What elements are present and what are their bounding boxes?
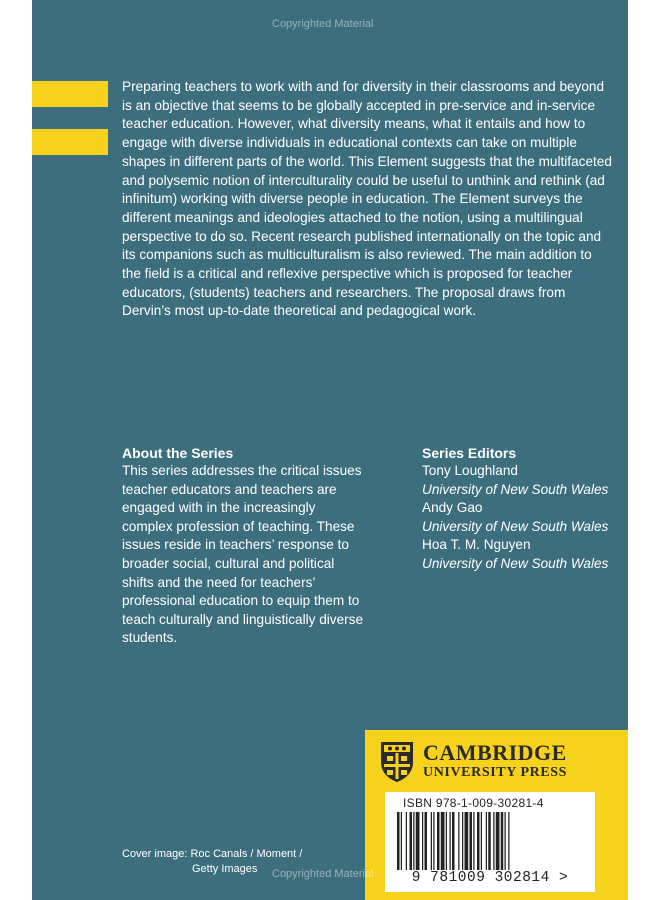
- barcode-stripe: [481, 812, 482, 870]
- barcode-stripe: [441, 812, 445, 870]
- barcode-stripe: [450, 812, 451, 870]
- credit-line-1: Cover image: Roc Canals / Moment /: [122, 848, 303, 860]
- cambridge-crest-icon: [379, 740, 415, 784]
- barcode-stripe: [493, 812, 494, 870]
- editor-name: Hoa T. M. Nguyen: [422, 537, 531, 553]
- barcode-stripe: [425, 812, 428, 870]
- barcode-stripe: [462, 812, 463, 870]
- editor-name: Tony Loughland: [422, 463, 518, 478]
- barcode-stripe: [406, 812, 407, 870]
- barcode-stripe: [431, 812, 432, 870]
- editor-affiliation: University of New South Wales: [422, 481, 609, 497]
- barcode-stripe: [508, 812, 509, 870]
- editor-affiliation: University of New South Wales: [422, 518, 609, 534]
- watermark-top: Copyrighted Material: [272, 18, 374, 30]
- about-the-series: [122, 444, 367, 648]
- barcode-stripe: [477, 812, 480, 870]
- about-title: About the Series: [122, 445, 234, 461]
- barcode-stripe: [470, 812, 473, 870]
- publisher-subtitle: UNIVERSITY PRESS: [423, 765, 568, 780]
- barcode-stripe: [397, 812, 400, 870]
- back-cover: [32, 0, 628, 900]
- editor-name: Andy Gao: [422, 500, 483, 516]
- editors-title: Series Editors: [422, 445, 517, 461]
- barcode-stripe: [410, 812, 413, 870]
- publisher-block: [365, 730, 628, 900]
- series-editors: [422, 444, 622, 574]
- barcode-stripe: [413, 812, 414, 870]
- barcode-stripe: [505, 812, 506, 870]
- isbn-label: ISBN 978-1-009-30281-4: [403, 796, 544, 810]
- editor-affiliation: University of New South Wales: [422, 555, 609, 571]
- barcode-stripe: [501, 812, 504, 870]
- decorative-yellow-bar: [32, 81, 108, 107]
- publisher-name: CAMBRIDGE: [423, 740, 567, 765]
- barcode-stripe: [486, 812, 487, 870]
- watermark-bottom: Copyrighted Material: [272, 868, 374, 880]
- publisher-logo: [379, 740, 567, 784]
- barcode-stripe: [496, 812, 500, 870]
- book-blurb: Preparing teachers to work with and for diversity in their classrooms and beyond is an objective that seems to be globally accepted in pre-service and in-service teacher education. However, what diversity means, what it entails and how to engage with diverse individuals in educational contexts can take on multiple shapes in different parts of the world. This Element suggests that the multifaceted and polysemic notion of interculturality could be useful to unthink and rethink (ad infinitum) working with diverse people in education. The Element surveys the different meanings and ideologies attached to the notion, using a multilingual perspective to do so. Recent research published internationally on the topic and its companions such as multiculturalism is also reviewed. The main addition to the field is a critical and reflexive perspective which is proposed for teacher educators, (students) teachers and researchers. The proposal draws from Dervin’s most up-to-date theoretical and pedagogical work.: [122, 79, 612, 319]
- barcode-stripe: [458, 812, 459, 870]
- isbn-barcode: [385, 792, 595, 892]
- about-text: This series addresses the critical issues teacher educators and teachers are engaged with in the increasingly complex profession of teaching. These issues reside in teachers’ response to broader social, cultural and political shifts and the need for teachers’ professional education to equip them to teach culturally and linguistically diverse students.: [122, 463, 364, 646]
- barcode-stripe: [401, 812, 402, 870]
- barcode-stripe: [452, 812, 455, 870]
- barcode-digits: 9 781009 302814 >: [411, 870, 569, 886]
- barcode-stripe: [437, 812, 440, 870]
- barcode-stripe: [488, 812, 491, 870]
- credit-line-2: Getty Images: [192, 863, 258, 875]
- barcode-stripe: [433, 812, 434, 870]
- barcode-icon: [397, 812, 583, 870]
- barcode-stripe: [465, 812, 469, 870]
- barcode-stripe: [473, 812, 474, 870]
- barcode-stripe: [446, 812, 447, 870]
- barcode-stripe: [416, 812, 420, 870]
- barcode-stripe: [422, 812, 423, 870]
- decorative-yellow-bar: [32, 129, 108, 155]
